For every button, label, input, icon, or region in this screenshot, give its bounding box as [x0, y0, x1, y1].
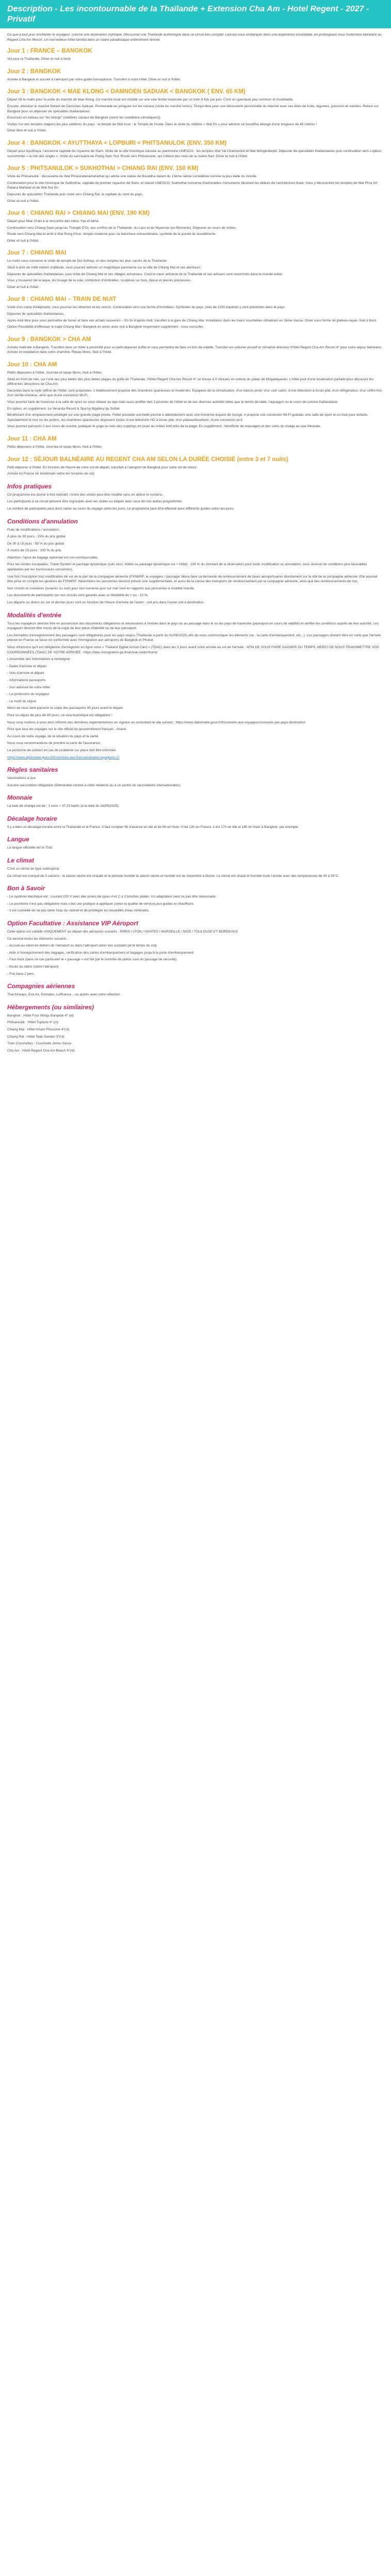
- day-paragraph: Petits déjeuners à l'hôtel. Journée et repas libres. Nuit à l'hôtel.: [7, 445, 102, 449]
- section-paragraph: Aucune vaccination obligatoire (Demandez conseil à votre médecin ou à un centre de vaccinations internationales).: [7, 783, 181, 787]
- section-paragraph: - Fast track (dans ce cas particulier le « passage » est fait par le contrôle de police suivi du passage de sécurité).: [7, 958, 177, 962]
- section-title: Compagnies aériennes: [7, 982, 75, 990]
- section-title: Langue: [7, 836, 29, 843]
- section-paragraph: Thai Airways, Eva Air, Emirates, Lufthansa ...ou autres avec votre sélection: [7, 993, 120, 997]
- info-section: [7, 794, 384, 809]
- day-block: [7, 296, 384, 329]
- section-paragraph: La baie de change est de : 1 euro = 37,23 bahts (à la date du 16/05/2025): [7, 804, 119, 808]
- day-paragraph: Dîner et nuit à l'hôtel.: [7, 239, 40, 243]
- day-paragraph: Le matin vous conserve le visite de temple de Doi Suthep, un des temples les plus sacrés de la Thaïlande.: [7, 259, 168, 263]
- section-paragraph: - Le motif du séjour: [7, 699, 37, 703]
- section-paragraph: Nous informons qu'il est obligatoire d'enregistrer en ligne votre « Thailand Digital Arrival Card » (TDAC) dans les 3 jours avant votre arrivée au vol de l'arrivée : AFIN DE VOUS FAIRE GAGNER DU TEMPS, MERCI DE NOUS TRANSMETTRE VOS COORDONNÉES (TDAC) DE VOTRE ARRIVÉE : https://tdac.immigration.go.th/arrival-card/#/home: [7, 646, 379, 654]
- day-paragraph: Dîner et nuit à l'hôtel.: [7, 285, 40, 289]
- day-title: Jour 1 : FRANCE – BANGKOK: [7, 48, 92, 55]
- section-paragraph: - Son adresse de votre hôtel: [7, 685, 50, 689]
- day-paragraph: Visites l'un des temples majeurs les plus célèbres du pays : le temple de Wat Arun ; le Temple de l'Aube. Dans la visite du célèbre « Wat Po » pour admirer ce bouddha allongé d'une longueur de 46 mètres !: [7, 122, 317, 126]
- section-paragraph: À moins de 15 jours : 100 % du prix.: [7, 549, 62, 553]
- section-paragraph: Phitsanulok : Hôtel Topland 4* (nl): [7, 1021, 59, 1025]
- section-paragraph: Le nombre de participants peut donc varier au cours du voyage selon les jours. Le programme peut être effectué avec différents guides selon les jours.: [7, 506, 234, 511]
- day-paragraph: Bénéficiant d'un emplacement privilégié sur une grande plage privée, l'hôtel possède une belle piscine à débordement avec une immense espace de lounge. Il propose une connexion Wi-Fi gratuite, une salle de sport et un club pour enfants. Spécialement le mur ou les jardins, les chambres spacieuses disposent toutes d'une télévision HD à écran plat, d'un plateau/bouilloire, d'une connexion wi-fi.: [7, 413, 369, 422]
- section-paragraph: Nous vous invitons à vous tenir informé des dernières réglementations en vigueur en consultant le site suivant : https://www.diplomatie.gouv.fr/fr/conseils-aux-voyageurs/conseils-par-pays-destination: [7, 720, 306, 724]
- info-section: [7, 836, 384, 851]
- section-paragraph: De 30 à 15 jours : 85 % du prix global: [7, 541, 64, 546]
- day-paragraph: Route vers Chiang Mai et arrêt à Wat Rong Khun, temple moderne pour sa blancheur extraordinaire, symbole de la pureté du bouddhisme.: [7, 232, 217, 236]
- section-paragraph: Pour les ventes escapades, Travel System et package dynamique (vols secs, hôtels ou package dynamique vol + hôtel) : 100 % du montant de la réservation pour toute modification ou annulation, sous réserve de conditions plus favorables appliquées par les fournisseurs concernés).: [7, 563, 367, 572]
- day-paragraph: Visite d'un camp d'éléphants, vous pourrez les observer et les nourrir. Continuation vers une ferme d'orchidées. Symboles du pays, près de 1100 espèces y sont présentes dans le pays.: [7, 306, 286, 310]
- day-title: Jour 8 : CHIANG MAI – TRAIN DE NUIT: [7, 296, 117, 303]
- day-block: [7, 435, 384, 450]
- day-block: [7, 210, 384, 243]
- info-sections: [7, 483, 384, 1054]
- day-paragraph: Déjeuner de spécialités thaïlandaises, puis visite de Chiang Mai et ses villages artisanaux. C'est le cœur artisanal de la Thaïlande et ses artisans sont renommés dans le monde entier.: [7, 272, 283, 276]
- day-block: [7, 47, 384, 62]
- section-paragraph: - La profession du voyageur: [7, 692, 50, 697]
- section-paragraph: Les documents de participants sur nos circuits sont garantis avec un flexibilité de + ou - 10 %.: [7, 594, 149, 598]
- section-paragraph: Train Couchettes : Couchette 2ème classe: [7, 1042, 72, 1046]
- section-paragraph: Au cours de votre voyage, de la situation du pays et la santé.: [7, 734, 100, 738]
- day-paragraph: Situé à prés de mille mètres d'altitude, vous pourrez admirer un magnifique panorama sur la ville de Chiang Mai et ses alentours.: [7, 266, 202, 270]
- section-paragraph: Une fois l'inscription tout modification de vol de la part de la compagnie aérienne (FXNMXF, le voyageur / passager devra faire sa demande de remboursement de taxes aéroportuaires directement sur le site de la compagnie aérienne. Elle pourrait être prise en compte les gestions de FXNMXF. Néanmoins les personnes devront prévoir une supplémentaire, et aussi de la caisse des transports de remboursement par la compagnie aérienne, ainsi que des remboursements de nos.: [7, 574, 378, 584]
- section-paragraph: La langue officielle est le Thaï.: [7, 846, 53, 850]
- day-paragraph: Option Possibilité d'effectuer le trajet Chiang Mai / Bangkok en avion avec nuit à Bangkok moyennant supplément : nous consulter.: [7, 325, 204, 329]
- info-section: [7, 483, 384, 512]
- day-title: Jour 2 : BANGKOK: [7, 68, 61, 75]
- day-block: [7, 361, 384, 429]
- section-title: Monnaie: [7, 794, 32, 802]
- info-section: [7, 815, 384, 830]
- day-paragraph: Situé en front de mer, sur l'une des plus belles des plus belles plages du golfe de Thaïlande, l'Hôtel Regent Cha Am Resort 4* se trouve à 5 minutes en voiture du palais de Mrigadayavan. L'hôtel jouit d'une localisation parfaite pour découvrir les différentes attractions de Cha-Am.: [7, 377, 374, 386]
- section-paragraph: Pour que tous les voyages sur le site officiel du gouvernement français : Ariane: [7, 727, 126, 732]
- day-title: Jour 4 : BANGKOK < AYUTTHAYA < LOPBURI < PHITSANULOK (ENV. 350 KM): [7, 140, 227, 146]
- info-section: [7, 982, 384, 997]
- section-paragraph: Les participants à ce circuit peuvent être regroupés avec les visites ou étapes avec ceux de nos autres programmes.: [7, 500, 183, 504]
- day-paragraph: Dîner et nuit à l'hôtel.: [7, 199, 40, 203]
- section-title: Le climat: [7, 857, 35, 865]
- day-paragraph: Excursion en bateau sur "les klongs" (célèbres canaux de Bangkok (selon les conditions climatiques)).: [7, 116, 161, 120]
- content: [0, 28, 391, 1066]
- section-paragraph: Chiang Rai : Hôtel Teak Garden 3*(nl): [7, 1035, 64, 1039]
- day-paragraph: Vous y trouverez de la laque, du tissage de la soie, confection d'ombrelles, sculpture sur bois, bijoux et pierres précieuses.: [7, 279, 192, 283]
- section-paragraph: - Aide à l'enregistrement des bagages, vérification des cartes d'embarquement et bagages jusqu'à la porte d'embarquement.: [7, 951, 194, 955]
- section-paragraph: Ce programme est donné à titre indicatif, l'ordre des visites peut être modifié sans en altérer le contenu.: [7, 493, 164, 497]
- day-title: Jour 10 : CHA AM: [7, 362, 57, 368]
- section-paragraph: Cette option est valable UNIQUEMENT au départ des aéroports suivants : PARIS / LYON / NANTES / MARSEILLE / NICE / TOULOUSE ET BORDEAUX: [7, 930, 238, 934]
- page: [0, 0, 391, 1066]
- section-title: Conditions d'annulation: [7, 517, 78, 525]
- info-section: [7, 885, 384, 913]
- day-paragraph: Vous pourrez parcourir 2 aux cours de cuisine, pratiquer le yoga ou vers des cuppings en jouer au critéer bref près de la plage. En supplément : bénéficier de massages et des soins du visage au spa Veranda.: [7, 425, 321, 429]
- page-header: [0, 0, 391, 28]
- section-paragraph: - Vols d'arrivée et départ: [7, 671, 44, 675]
- section-paragraph: - Informations passeports: [7, 678, 46, 682]
- section-paragraph: Vaccinations à jour.: [7, 776, 37, 781]
- section-paragraph: Ce service inclus les éléments suivants :: [7, 937, 69, 941]
- section-title: Hébergements (ou similaires): [7, 1003, 94, 1011]
- day-paragraph: Déjeuner de spécialités thaïlandaises.: [7, 312, 65, 316]
- section-paragraph: C'est un climat de type subtropical.: [7, 867, 60, 871]
- section-title: Bon à Savoir: [7, 885, 45, 892]
- day-paragraph: Arrivée à Bangkok et accueil à l'aéroport par votre guide francophone. Transfert à votre hôtel. Dîner et nuit à l'hôtel.: [7, 77, 181, 81]
- day-title: Jour 11 : CHA AM: [7, 435, 57, 442]
- day-paragraph: Ensuite, direction le marché flottant de Damnoen Saduak. Promenade en pirogues sur les canaux (visite du marché inclus). Temps libre pour une découverte personnelle du marché avec ses étals de fruits, légumes, poissons et viandes. Retour sur Bangkok pour un déjeuner de spécialités thaïlandaises.: [7, 104, 379, 113]
- section-paragraph: - Accueil au client en dehors de l'aéroport ou dans l'aéroport selon vos souhaits (et le temps du vol).: [7, 944, 157, 948]
- section-paragraph: - Il est conseillé de ne pas boire l'eau du robinet et de privilégier les bouteilles d'eau minérales.: [7, 909, 150, 913]
- section-paragraph: - Le pourboire n'est pas obligatoire mais c'est une pratique à appliquer (selon la qualité de service) aux guides et chauffeurs.: [7, 902, 194, 906]
- day-paragraph: Déjeuner de spécialités Thaïlande puis route vers Chiang Rai, la capitale du nord du pays.: [7, 192, 143, 196]
- day-paragraph: Après-midi libre pour vous permettre de fumer et faire vos achats souvenirs – En fin d'après-midi, transfert à la gare de Chiang Mai. Installation dans les trains couchettes climatisés en 2ème classe. Dîner sous forme de plateau-repas. Nuit à bord.: [7, 318, 377, 323]
- intro-text: Ce que a tout pour enchanter le voyageur, comme une destination mythique. Découvrez une Thaïlande authentique dans ce circuit très complet. Laissez-vous embarquer dans une expérience inoubliable, en prolongeant vous l'extension balnéaire au Regent Cha Am Resort. Un merveilleux hôtel familial dans un cadre paradisiaque entièrement rénové.: [7, 33, 382, 42]
- section-paragraph: L'ensemble des informations à renseigner :: [7, 657, 72, 662]
- day-title: Jour 12 : SÉJOUR BALNÉAIRE AU REGENT CHA AM SELON LA DURÉE CHOISIE (entre 3 et 7 nuits): [7, 456, 288, 463]
- day-paragraph: Arrivée en France (le lendemain selon les horaires de vol): [7, 472, 94, 476]
- day-paragraph: Départ pour Mae Chan à la rencontre des tribus Yao et Akha.: [7, 219, 100, 224]
- section-title: Infos pratiques: [7, 482, 52, 490]
- page-title: Description - Les incontournable de la Thaïlande + Extension Cha Am - Hotel Regent - 2027 - Privatif: [7, 5, 369, 24]
- info-section: [7, 920, 384, 976]
- section-paragraph: Chiang Mai : Hôtel Kham Phucome 4*(nl): [7, 1027, 70, 1031]
- day-title: Jour 9 : BANGKOK > CHA AM: [7, 336, 91, 343]
- section-paragraph: Tous les voyageurs devront être en possession des documents obligatoires et nécessaires à l'entrée dans le pays ou au passage dans le ou les pays de traversée (passeport en cours de validité) et vérifier les conditions auprès de leur autorité. Les voyageurs devront être munis de la copie de leur pièce d'identité ou de leur passeport.: [7, 621, 379, 631]
- day-block: [7, 249, 384, 290]
- day-block: [7, 88, 384, 133]
- day-paragraph: Petit déjeuner à l'hôtel. En fonction de l'heure de votre vol de départ, transfert à l'aéroport de Bangkok pour votre vol de retour.: [7, 465, 198, 469]
- day-paragraph: Décorées dans le style raffiné de l'hôtel, sont proposées. L'établissement propose des chambres spacieuses et modernes. Équipées de la climatisation, d'un balcon privé, d'un coin salon, d'une télévision à écran plat, d'un réfrigérateur, d'un coffre-fort, d'un sèche-cheveux, ainsi que d'une connexion Wi-Fi.: [7, 388, 383, 398]
- day-paragraph: Visite de Phitsanulok : découverte du Wat Phrasiratanamahathat qui abrite une statue de Bouddha datant du 13ème siècle considérée comme la plus belle du monde.: [7, 175, 257, 179]
- info-section: [7, 766, 384, 788]
- section-title: Décalage horaire: [7, 815, 57, 822]
- info-section: [7, 857, 384, 878]
- section-paragraph: Les départs ou divers du 1er et dernier jours sont en fonction de l'heure d'arrivée de l'avion : soit pris dans l'avion soit à destination.: [7, 601, 205, 605]
- day-title: Jour 5 : PHITSANULOK > SUKHOTHAI > CHIANG RAI (ENV. 150 KM): [7, 165, 199, 172]
- section-paragraph: Pour un séjour de plus de 60 jours, un visa touristique est obligatoire !: [7, 713, 112, 717]
- section-paragraph: Les formalités d'enregistrement des passagers sont obligatoires pour les pays requis (Thaïlande à partir du 01/05/2025) afin de nous communiquer les éléments (ex : la carte d'embarquement, etc...). Les passagers doivent faire en sorte que l'arrivée prévue en France se fasse en conformité avec l'immigration aux aéroports de Bangkok et Phuket.: [7, 633, 381, 642]
- external-link[interactable]: https://www.diplomatie.gouv.fr/fr/services-aux-francais/ariane-voyageurs-1/: [7, 755, 120, 759]
- section-paragraph: Frais de modifications / annulation :: [7, 528, 61, 532]
- day-title: Jour 7 : CHIANG MAI: [7, 250, 67, 257]
- info-section: [7, 1004, 384, 1054]
- section-paragraph: Ce climat est marqué de 3 saisons : la saison sèche est chaude et la période humide la saison sèche et humide est de novembre à février. Le climat est chaud et humide toute l'année avec des températures de 30 à 35°C.: [7, 874, 339, 878]
- section-paragraph: Cha Am : Hôtel Regent Cha Am Beach 4*(nl): [7, 1048, 75, 1053]
- day-paragraph: Départ tôt le matin pour la visite du marché de Mae Klong. Ce marché local est installé sur une voie ferrée traversée par un train 8 fois par jour. C'est un spectacle peu commun et inoubliable.: [7, 98, 294, 102]
- section-paragraph: Nos circuits et croisières (lunaires ou non) pour ces numéros puis sur mer sont en rapports aux personnes à mobilité réduite.: [7, 586, 195, 590]
- section-paragraph: - Dates d'arrivée et départ: [7, 664, 47, 668]
- section-paragraph: - Prix base 2 pers.: [7, 972, 35, 976]
- day-title: Jour 6 : CHIANG RAI > CHIANG MAI (ENV. 190 KM): [7, 210, 150, 217]
- day-block: [7, 456, 384, 477]
- section-paragraph: Nous vous recommandons de prendre la carte de l'assurance.: [7, 741, 101, 745]
- section-paragraph: La personne de contact en cas de problème sur place doit être informée.: [7, 748, 117, 752]
- day-paragraph: Petits déjeuners à l'hôtel. Journée et repas libres. Nuit à l'hôtel.: [7, 371, 102, 375]
- day-paragraph: Arrivée matinale à Bangkok. Transfert dans un hôtel à proximité pour un petit déjeuner buffet et vous permettre de faire un brin de toilette. Transfert en voiturier privatif et climatisé direction l'Hôtel Regent Cha Am Resort 4* pour notre séjour balnéaire. Arrivée et installation dans votre chambre. Repas libres. Nuit à l'hôtel.: [7, 345, 382, 354]
- day-paragraph: Vous pourrez faire de l'exercice à la salle de sport ou vous relaxer au spa mais aussi profiter des 2 piscines de l'hôtel et de ses diverses activités telles que le tennis de table, l'aquagym ou le cours de cuisine thaïlandaise.: [7, 400, 338, 404]
- section-paragraph: - Le système électrique est : courant 220 V avec des prises de types A et C à 2 broches plates. Un adaptateur peut ne pas être nécessaire.: [7, 895, 217, 899]
- section-paragraph: - Accès au salon (selon l'aéroport): [7, 965, 59, 969]
- day-title: Jour 3 : BANGKOK < MAE KLONG < DAMNOEN SADUAK < BANGKOK ( ENV. 65 KM): [7, 89, 246, 95]
- day-paragraph: Vol pour la Thaïlande. Dîner et nuit à bord.: [7, 57, 72, 61]
- info-section: [7, 612, 384, 760]
- section-paragraph: Merci de nous faire parvenir la copie des passeports 45 jours avant le départ.: [7, 706, 124, 710]
- day-block: [7, 140, 384, 159]
- info-section: [7, 518, 384, 605]
- section-paragraph: Il y a bien un décalage horaire entre la Thaïlande et la France. Il faut compter 5h d'avance en été et de 6h en hiver. Il fait 12h en France, il est 17h en été et 18h en hiver à Bangkok, par exemple.: [7, 825, 299, 829]
- day-paragraph: Continuation vers Chiang Saen jusqu'au Triangle D'Or, aux confins de la Thaïlande, du Laos et du Myanmar (ex-Birmanie). Déjeuner en cours de visites.: [7, 226, 237, 230]
- day-block: [7, 165, 384, 204]
- day-paragraph: Continuation pour le site historique de Sukhothai, capitale du premier royaume de Siam, et classé UNESCO. Sukhothai conserve d'admirables monuments illustrant les débuts de l'architecture thaïe. Vous y découvrirez les temples de Wat Phra Sri Ratana Mahatat et de Wat Sra Sri.: [7, 181, 378, 190]
- day-paragraph: En option, en supplément. Le Veranda Resort & Spa by Mgallery by Sofitel: [7, 406, 120, 411]
- section-paragraph: À plus de 30 jours : 15% du prix global: [7, 535, 66, 539]
- day-paragraph: Départ pour Ayutthaya, l'ancienne capitale du royaume de Siam. Visite de la ville historique classée au patrimoine UNESCO : les temples Wat Yai Chaimonkol et Wat Mongkolbopit. Déjeuner de spécialités thaïlandaises puis continuation vers Lopburi, surnommée « la cité des singes ». Visite du sanctuaire de Prang Sam Yod. Route vers Phitsanulok, qui s'étend des rives de la rivière Nan. Dîner et nuit à l'hôtel.: [7, 149, 382, 158]
- section-title: Règles sanitaires: [7, 766, 58, 774]
- section-paragraph: Bangkok : Hôtel Four Wings Bangkok 4* (nl): [7, 1013, 74, 1018]
- day-paragraph: Dîner libre et nuit à l'hôtel.: [7, 129, 47, 133]
- section-title: Option Facultative : Assistance VIP Aéroport: [7, 920, 139, 927]
- itinerary: [7, 47, 384, 477]
- section-title: Modalités d'entrée: [7, 611, 61, 619]
- day-block: [7, 336, 384, 355]
- section-paragraph: Attention, l'ajout de bagage optionnel est non-remboursable.: [7, 555, 99, 560]
- day-block: [7, 68, 384, 82]
